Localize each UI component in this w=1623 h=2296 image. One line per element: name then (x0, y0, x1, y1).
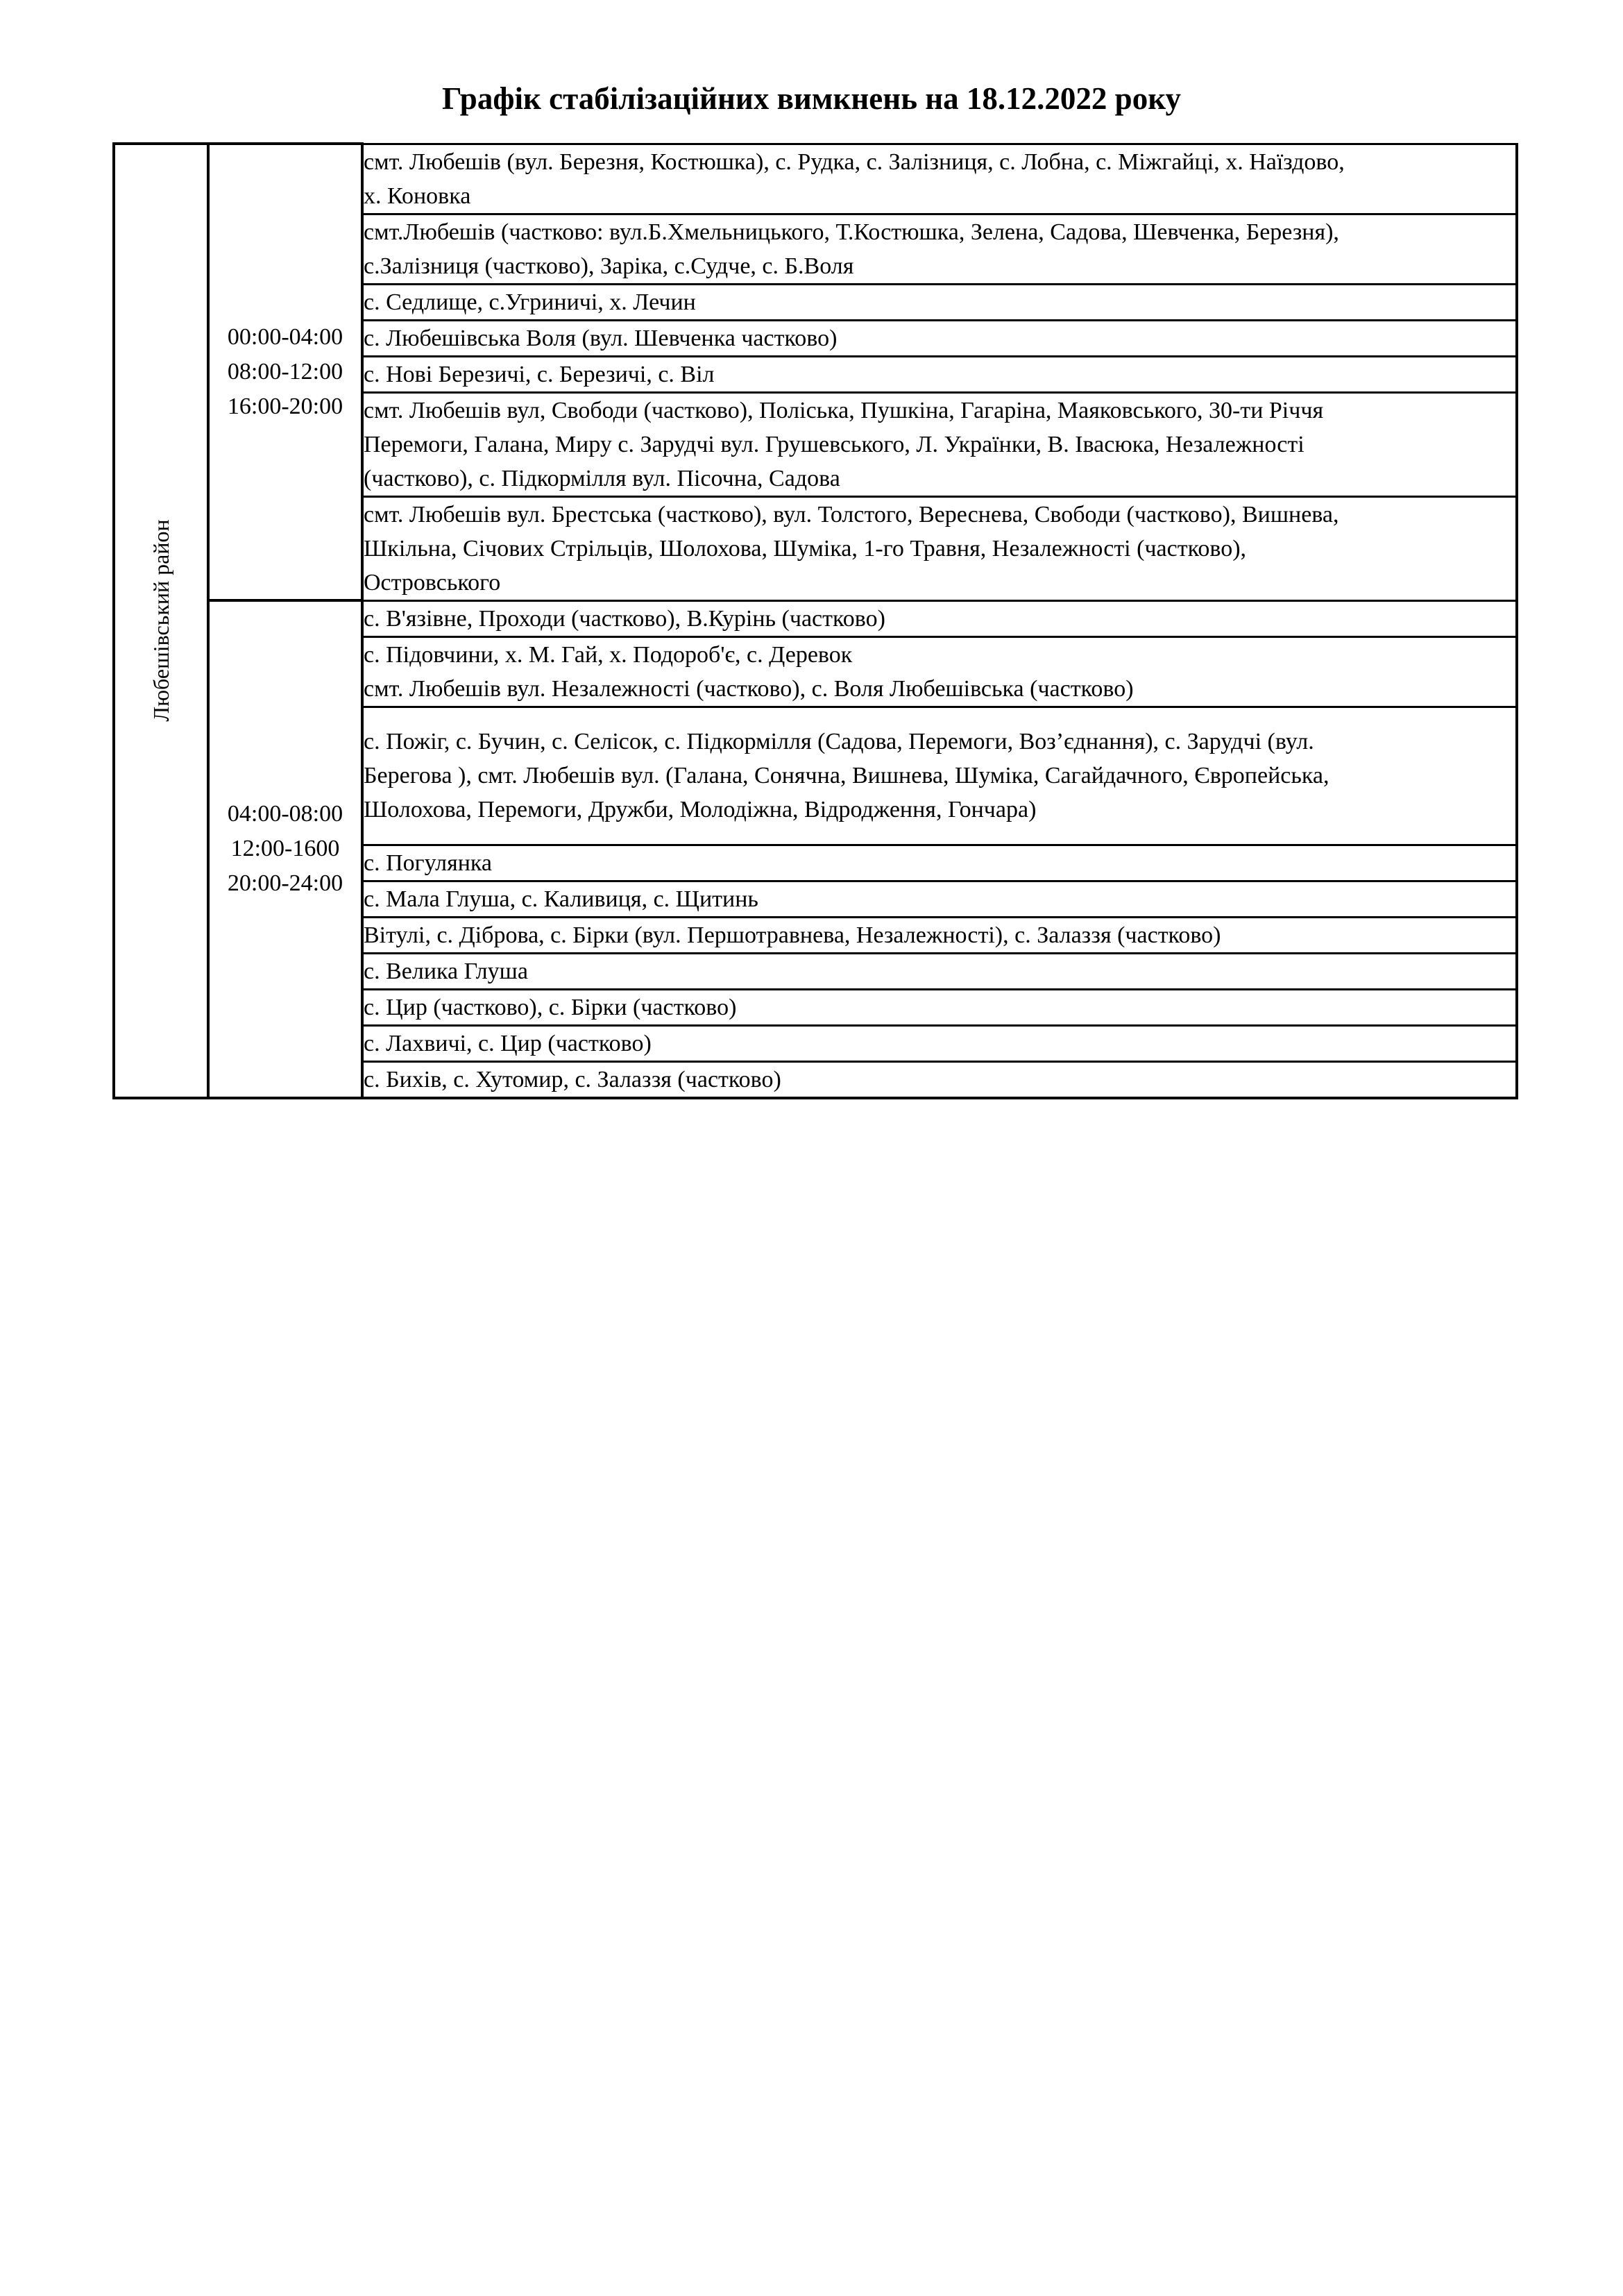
district-cell (114, 144, 208, 1098)
location-line: Островського (364, 569, 501, 596)
time-slot: 16:00-20:00 (227, 394, 343, 419)
location-line: с. Підовчини, х. М. Гай, х. Подороб'є, с. Деревок (364, 641, 853, 668)
location-line: с. Бихів, с. Хутомир, с. Залаззя (частково) (364, 1066, 781, 1092)
location-line: с. В'язівне, Проходи (частково), В.Курінь (частково) (364, 605, 885, 632)
locations-cell (362, 1061, 1517, 1098)
location-line: с. Погулянка (364, 850, 492, 876)
locations-cell (362, 320, 1517, 356)
locations-cell (362, 707, 1517, 845)
time-slot: 00:00-04:00 (227, 324, 343, 350)
location-line: смт. Любешів вул. Незалежності (частково), с. Воля Любешівська (частково) (364, 675, 1134, 702)
locations-cell (362, 1025, 1517, 1061)
location-line: с. Любешівська Воля (вул. Шевченка частково) (364, 325, 838, 351)
location-line: с. Нові Березичі, с. Березичі, с. Віл (364, 361, 715, 387)
table-row (114, 600, 1517, 636)
location-line: с. Лахвичі, с. Цир (частково) (364, 1030, 652, 1056)
locations-cell (362, 392, 1517, 496)
time-slot: 08:00-12:00 (227, 359, 343, 385)
time-slots-group-1 (208, 144, 362, 600)
locations-cell (362, 284, 1517, 320)
location-line: (частково), с. Підкормілля вул. Пісочна, Садова (364, 465, 840, 491)
location-line: с. Седлище, с.Угриничі, х. Лечин (364, 289, 696, 315)
locations-cell (362, 600, 1517, 636)
time-slots-group-2 (208, 600, 362, 1098)
location-line: смт. Любешів вул, Свободи (частково), Поліська, Пушкіна, Гагаріна, Маяковського, 30-ти Річчя (364, 397, 1324, 423)
locations-cell (362, 989, 1517, 1025)
time-slot: 20:00-24:00 (227, 870, 343, 897)
locations-cell (362, 214, 1517, 284)
locations-cell (362, 356, 1517, 392)
locations-cell (362, 881, 1517, 917)
location-line: с.Залізниця (частково), Заріка, с.Судче, с. Б.Воля (364, 253, 854, 279)
location-line: х. Коновка (364, 183, 471, 209)
location-line: смт. Любешів (вул. Березня, Костюшка), с. Рудка, с. Залізниця, с. Лобна, с. Міжгайці, х. Наїздово, (364, 149, 1345, 175)
table-row (114, 144, 1517, 214)
locations-cell (362, 953, 1517, 989)
locations-cell (362, 845, 1517, 881)
location-line: с. Мала Глуша, с. Каливиця, с. Щитинь (364, 886, 758, 912)
locations-cell (362, 496, 1517, 600)
location-line: смт.Любешів (частково: вул.Б.Хмельницького, Т.Костюшка, Зелена, Садова, Шевченка, Березня), (364, 219, 1339, 245)
outage-schedule-table (112, 142, 1518, 1099)
location-line: Шолохова, Перемоги, Дружби, Молодіжна, Відродження, Гончара) (364, 797, 1037, 822)
location-line: Берегова ), смт. Любешів вул. (Галана, Сонячна, Вишнева, Шуміка, Сагайдачного, Європейська, (364, 763, 1329, 788)
locations-cell (362, 144, 1517, 214)
location-line: с. Пожіг, с. Бучин, с. Селісок, с. Підкормілля (Садова, Перемоги, Воз’єднання), с. Зарудчі (вул. (364, 729, 1314, 754)
location-line: смт. Любешів вул. Брестська (частково), вул. Толстого, Вереснева, Свободи (частково), Вишнева, (364, 501, 1339, 527)
location-line: Шкільна, Січових Стрільців, Шолохова, Шуміка, 1-го Травня, Незалежності (частково), (364, 535, 1247, 562)
page-title: Графік стабілізаційних вимкнень на 18.12.2022 року (442, 81, 1181, 116)
locations-cell (362, 636, 1517, 707)
locations-cell (362, 917, 1517, 953)
location-line: с. Цир (частково), с. Бірки (частково) (364, 994, 737, 1020)
time-slot: 04:00-08:00 (227, 801, 343, 827)
location-line: Вітулі, с. Діброва, с. Бірки (вул. Першотравнева, Незалежності), с. Залаззя (частково) (364, 922, 1221, 948)
district-label: Любешівський район (148, 519, 173, 722)
time-slot: 12:00-1600 (230, 836, 340, 862)
location-line: с. Велика Глуша (364, 958, 528, 984)
location-line: Перемоги, Галана, Миру с. Зарудчі вул. Грушевського, Л. Українки, В. Івасюка, Незалежності (364, 431, 1305, 457)
